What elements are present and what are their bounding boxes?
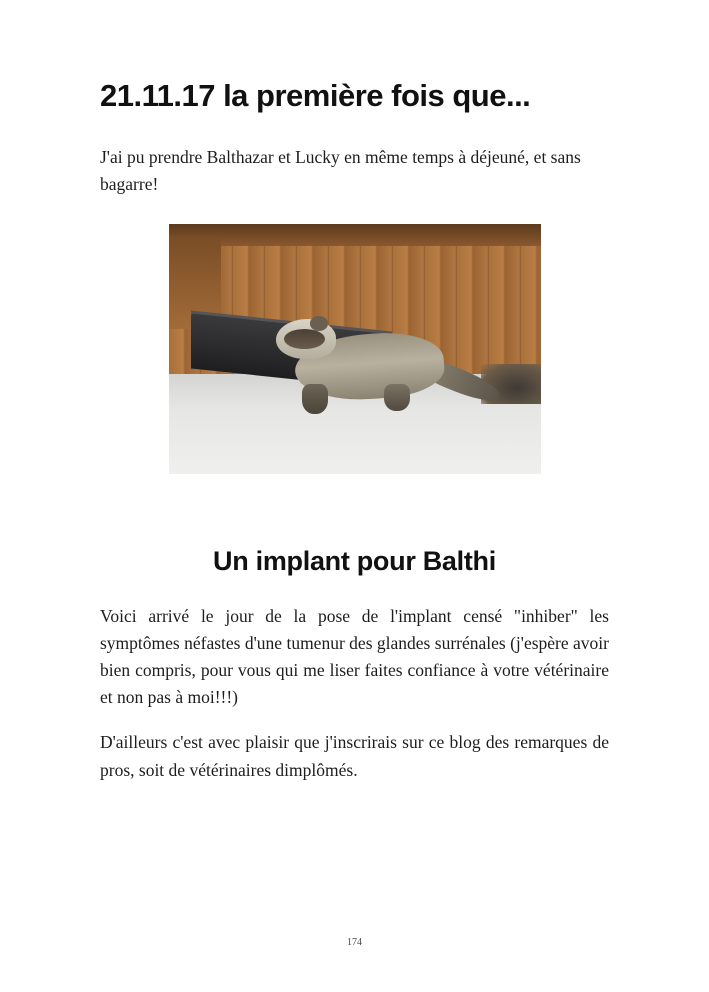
photo-ferret-hind-leg xyxy=(384,384,410,412)
ferret-photo xyxy=(169,224,541,474)
intro-paragraph: J'ai pu prendre Balthazar et Lucky en même temps à déjeuné, et sans bagarre! xyxy=(100,146,581,194)
page-number: 174 xyxy=(347,937,362,948)
photo-ferret-front-leg xyxy=(302,384,328,414)
body-paragraph-1: Voici arrivé le jour de la pose de l'implant censé "inhiber" les symptômes néfastes d'une tumenur des glandes surrénales (j'espère avoir bien compris, pour vous qui me liser faites confiance à votre vétérinaire et non pas à moi!!!) xyxy=(100,605,609,708)
page-title: 21.11.17 la première fois que... xyxy=(100,78,531,113)
photo-container xyxy=(100,224,609,474)
photo-wall-top-beam xyxy=(169,224,541,247)
section-title: Un implant pour Balthi xyxy=(213,545,496,576)
photo-ferret-face-mask xyxy=(284,329,325,349)
body-paragraph-2: D'ailleurs c'est avec plaisir que j'inscrirais sur ce blog des remarques de pros, soit de vétérinaires dimplômés. xyxy=(100,732,609,780)
